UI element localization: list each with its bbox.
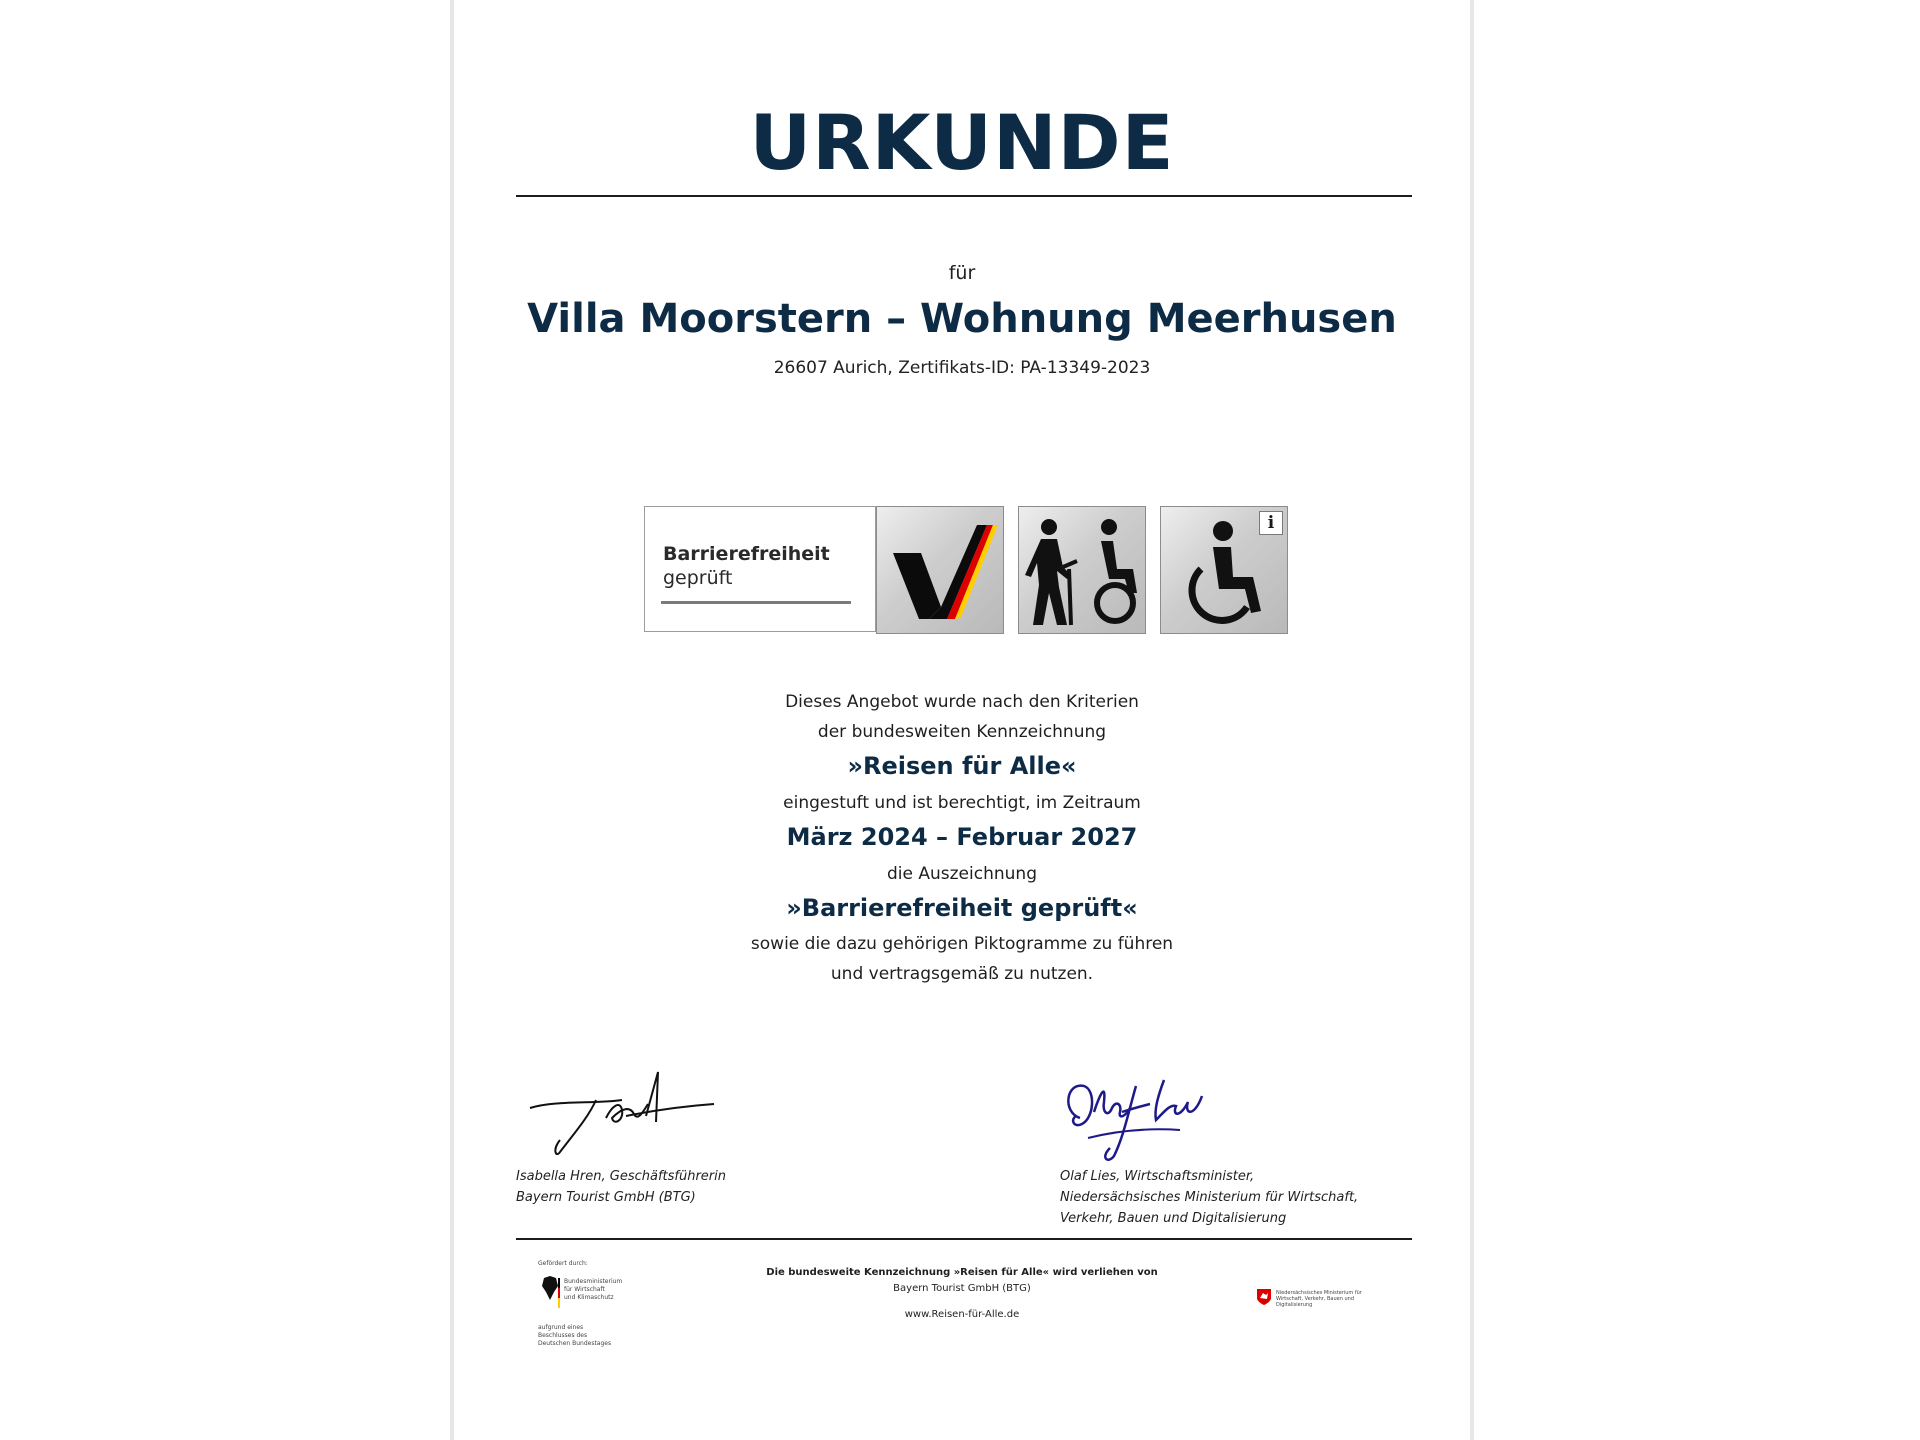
signer-right-ministry: Niedersächsisches Ministerium für Wirtschaft,	[1060, 1190, 1359, 1205]
certificate-title: URKUNDE	[749, 98, 1175, 187]
certificate-sheet	[450, 0, 1474, 1440]
signer-right	[1060, 1166, 1358, 1229]
footer-award-note: Die bundesweite Kennzeichnung »Reisen für Alle« wird verliehen von	[766, 1267, 1158, 1278]
body-line-4: die Auszeichnung	[887, 864, 1037, 884]
body-line-3: eingestuft und ist berechtigt, im Zeitraum	[783, 793, 1141, 813]
walking-impaired-tile	[1018, 506, 1146, 634]
signer-left	[516, 1166, 726, 1208]
checkmark-logo-icon	[877, 507, 1005, 635]
lower-saxony-logo	[1256, 1288, 1362, 1310]
funding-label: Gefördert durch:	[538, 1260, 588, 1267]
funding-note: aufgrund eines Beschlusses des Deutschen Bundestages	[538, 1324, 612, 1347]
body-line-6: und vertragsgemäß zu nutzen.	[830, 964, 1094, 984]
validity-period: März 2024 – Februar 2027	[786, 823, 1138, 851]
body-line-5: sowie die dazu gehörigen Piktogramme zu führen	[750, 934, 1174, 954]
footer-website-link[interactable]: www.Reisen-für-Alle.de	[904, 1309, 1020, 1320]
signature-left	[526, 1070, 716, 1160]
signature-right	[1060, 1072, 1210, 1162]
program-name: »Reisen für Alle«	[847, 752, 1077, 780]
lower-saxony-crest-icon	[1256, 1288, 1272, 1306]
footer-awarder: Bayern Tourist GmbH (BTG)	[893, 1283, 1031, 1294]
walking-impaired-icon	[1019, 507, 1147, 635]
body-line-2: der bundesweiten Kennzeichnung	[817, 722, 1107, 742]
badge-label-underline	[661, 601, 851, 604]
address-certificate-id: 26607 Aurich, Zertifikats-ID: PA-13349-2023	[773, 358, 1151, 378]
badge-label-box	[644, 506, 876, 632]
footer-divider	[516, 1238, 1412, 1240]
for-label: für	[948, 262, 976, 284]
title-divider	[516, 195, 1412, 197]
body-line-1: Dieses Angebot wurde nach den Kriterien	[785, 692, 1139, 712]
bmwk-name: Bundesministerium für Wirtschaft und Klimaschutz	[564, 1278, 623, 1301]
checkmark-logo-tile	[876, 506, 1004, 634]
badge-label-line1: Barrierefreiheit	[663, 543, 830, 565]
signer-left-name: Isabella Hren, Geschäftsführerin	[516, 1169, 727, 1184]
signer-right-title: Olaf Lies, Wirtschaftsminister,	[1060, 1169, 1255, 1184]
signer-left-org: Bayern Tourist GmbH (BTG)	[516, 1190, 696, 1205]
venue-name: Villa Moorstern – Wohnung Meerhusen	[527, 296, 1397, 342]
award-name: »Barrierefreiheit geprüft«	[786, 894, 1138, 922]
wheelchair-tile	[1160, 506, 1288, 634]
lower-saxony-ministry-name: Niedersächsisches Ministerium für Wirtschaft, Verkehr, Bauen und Digitalisierung	[1276, 1290, 1362, 1308]
signer-right-ministry-cont: Verkehr, Bauen und Digitalisierung	[1060, 1211, 1287, 1226]
info-icon: i	[1259, 511, 1283, 535]
badge-label-line2: geprüft	[663, 567, 733, 589]
